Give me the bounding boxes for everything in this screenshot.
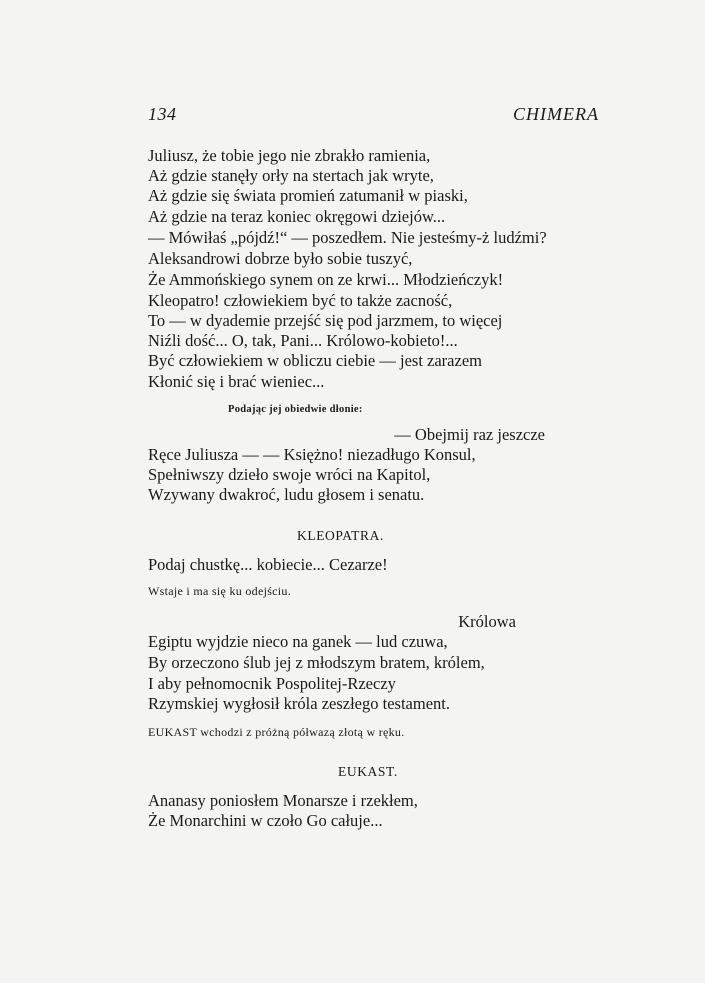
speaker-name: KLEOPATRA. bbox=[297, 528, 384, 543]
verse-line: By orzeczono ślub jej z młodszym bratem, królem, bbox=[148, 653, 485, 672]
verse-line: Że Ammońskiego synem on ze krwi... Młodzieńczyk! bbox=[148, 270, 504, 289]
verse-line: Być człowiekiem w obliczu ciebie — jest zarazem bbox=[148, 351, 482, 370]
stage-direction: EUKAST wchodzi z próżną półwazą złotą w ręku. bbox=[148, 725, 405, 739]
verse-line: Egiptu wyjdzie nieco na ganek — lud czuwa, bbox=[148, 632, 448, 651]
verse-line: Kleopatro! człowiekiem być to także zacność, bbox=[148, 291, 453, 310]
verse-line: — Mówiłaś „pójdź!“ — poszedłem. Nie jesteśmy-ż ludźmi? bbox=[148, 228, 547, 247]
verse-line: Królowa bbox=[458, 612, 516, 631]
verse-line: Juliusz, że tobie jego nie zbrakło ramienia, bbox=[148, 146, 431, 165]
verse-line: Aleksandrowi dobrze było sobie tuszyć, bbox=[148, 249, 413, 268]
stage-direction: Wstaje i ma się ku odejściu. bbox=[148, 584, 292, 598]
page-header bbox=[148, 104, 599, 132]
verse-line: Wzywany dwakroć, ludu głosem i senatu. bbox=[148, 485, 425, 504]
verse-line: Że Monarchini w czoło Go całuje... bbox=[148, 811, 383, 830]
stage-direction: Podając jej obiedwie dłonie: bbox=[228, 404, 363, 415]
verse-line: Niźli dość... O, tak, Pani... Królowo-kobieto!... bbox=[148, 331, 458, 350]
verse-line: Ananasy poniosłem Monarsze i rzekłem, bbox=[148, 791, 418, 810]
verse-line: Kłonić się i brać wieniec... bbox=[148, 372, 325, 391]
verse-line: Rzymskiej wygłosił króla zeszłego testament. bbox=[148, 694, 450, 713]
verse-line: Aż gdzie stanęły orły na stertach jak wryte, bbox=[148, 166, 434, 185]
speaker-name: EUKAST. bbox=[338, 764, 398, 779]
page-number: 134 bbox=[148, 104, 177, 124]
verse-line: Aż gdzie się świata promień zatumanił w piaski, bbox=[148, 186, 468, 205]
verse-line: I aby pełnomocnik Pospolitej-Rzeczy bbox=[148, 674, 396, 693]
verse-line: Ręce Juliusza — — Księżno! niezadługo Konsul, bbox=[148, 445, 476, 464]
verse-line: Podaj chustkę... kobiecie... Cezarze! bbox=[148, 555, 388, 574]
running-title: CHIMERA bbox=[513, 104, 599, 124]
verse-line: — Obejmij raz jeszcze bbox=[394, 425, 545, 444]
verse-line: Spełniwszy dzieło swoje wróci na Kapitol, bbox=[148, 465, 431, 484]
verse-line: To — w dyademie przejść się pod jarzmem, to więcej bbox=[148, 311, 503, 330]
verse-line: Aż gdzie na teraz koniec okręgowi dziejów... bbox=[148, 207, 446, 226]
